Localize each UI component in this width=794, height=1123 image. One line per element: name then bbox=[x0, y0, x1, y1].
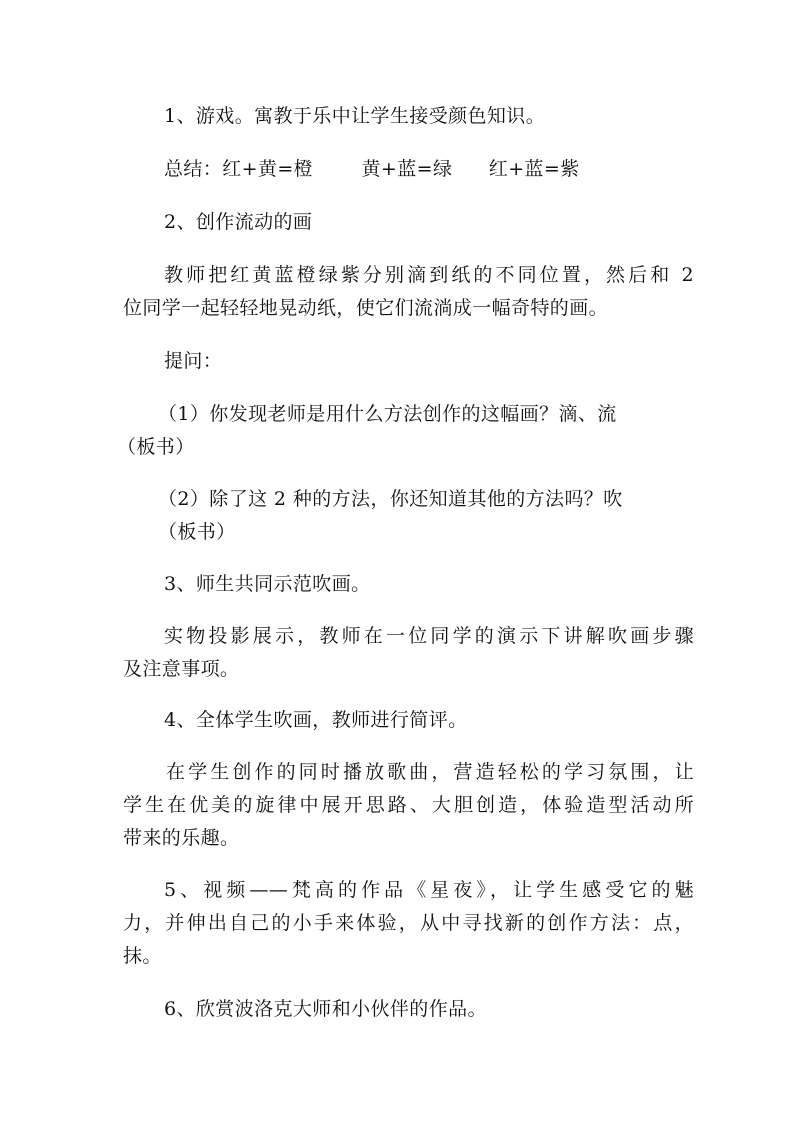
paragraph-heading-blow-painting: 3、师生共同示范吹画。 bbox=[164, 573, 371, 595]
summary-equation-green: 黄+蓝=绿 bbox=[361, 158, 453, 180]
summary-equation-purple: 红+蓝=紫 bbox=[488, 158, 580, 180]
paragraph-heading-flowing-painting: 2、创作流动的画 bbox=[164, 211, 313, 233]
question-1-line-2: （板书） bbox=[117, 436, 195, 458]
paragraph-video-line-1: 5、视频——梵高的作品《星夜》，让学生感受它的魅 bbox=[164, 879, 694, 901]
paragraph-teacher-demo-line-1: 教师把红黄蓝橙绿紫分别滴到纸的不同位置，然后和 2 bbox=[164, 264, 694, 286]
paragraph-video-line-3: 抹。 bbox=[123, 945, 162, 967]
paragraph-projection-line-2: 及注意事项。 bbox=[123, 658, 240, 680]
paragraph-video-line-2: 力，并伸出自己的小手来体验，从中寻找新的创作方法：点， bbox=[123, 912, 694, 934]
question-2-line-1: （2）除了这 2 种的方法，你还知道其他的方法吗？吹 bbox=[158, 488, 623, 510]
paragraph-heading-appreciate: 6、欣赏波洛克大师和小伙伴的作品。 bbox=[164, 998, 487, 1020]
paragraph-teacher-demo-line-2: 位同学一起轻轻地晃动纸，使它们流淌成一幅奇特的画。 bbox=[123, 297, 609, 319]
summary-equation-orange: 红+黄=橙 bbox=[222, 158, 314, 180]
question-1-line-1: （1）你发现老师是用什么方法创作的这幅画？滴、流 bbox=[158, 403, 617, 425]
paragraph-music-line-3: 带来的乐趣。 bbox=[123, 827, 240, 849]
summary-label: 总结： bbox=[164, 158, 223, 180]
paragraph-question-label: 提问： bbox=[164, 350, 223, 372]
paragraph-projection-line-1: 实物投影展示，教师在一位同学的演示下讲解吹画步骤 bbox=[164, 625, 694, 647]
question-2-line-2: （板书） bbox=[158, 521, 236, 543]
paragraph-summary bbox=[164, 157, 580, 181]
paragraph-music-line-2: 学生在优美的旋律中展开思路、大胆创造，体验造型活动所 bbox=[123, 794, 694, 816]
paragraph-heading-all-students: 4、全体学生吹画，教师进行简评。 bbox=[164, 709, 468, 731]
paragraph-game: 1、游戏。寓教于乐中让学生接受颜色知识。 bbox=[164, 105, 546, 127]
paragraph-music-line-1: 在学生创作的同时播放歌曲，营造轻松的学习氛围，让 bbox=[166, 761, 694, 783]
